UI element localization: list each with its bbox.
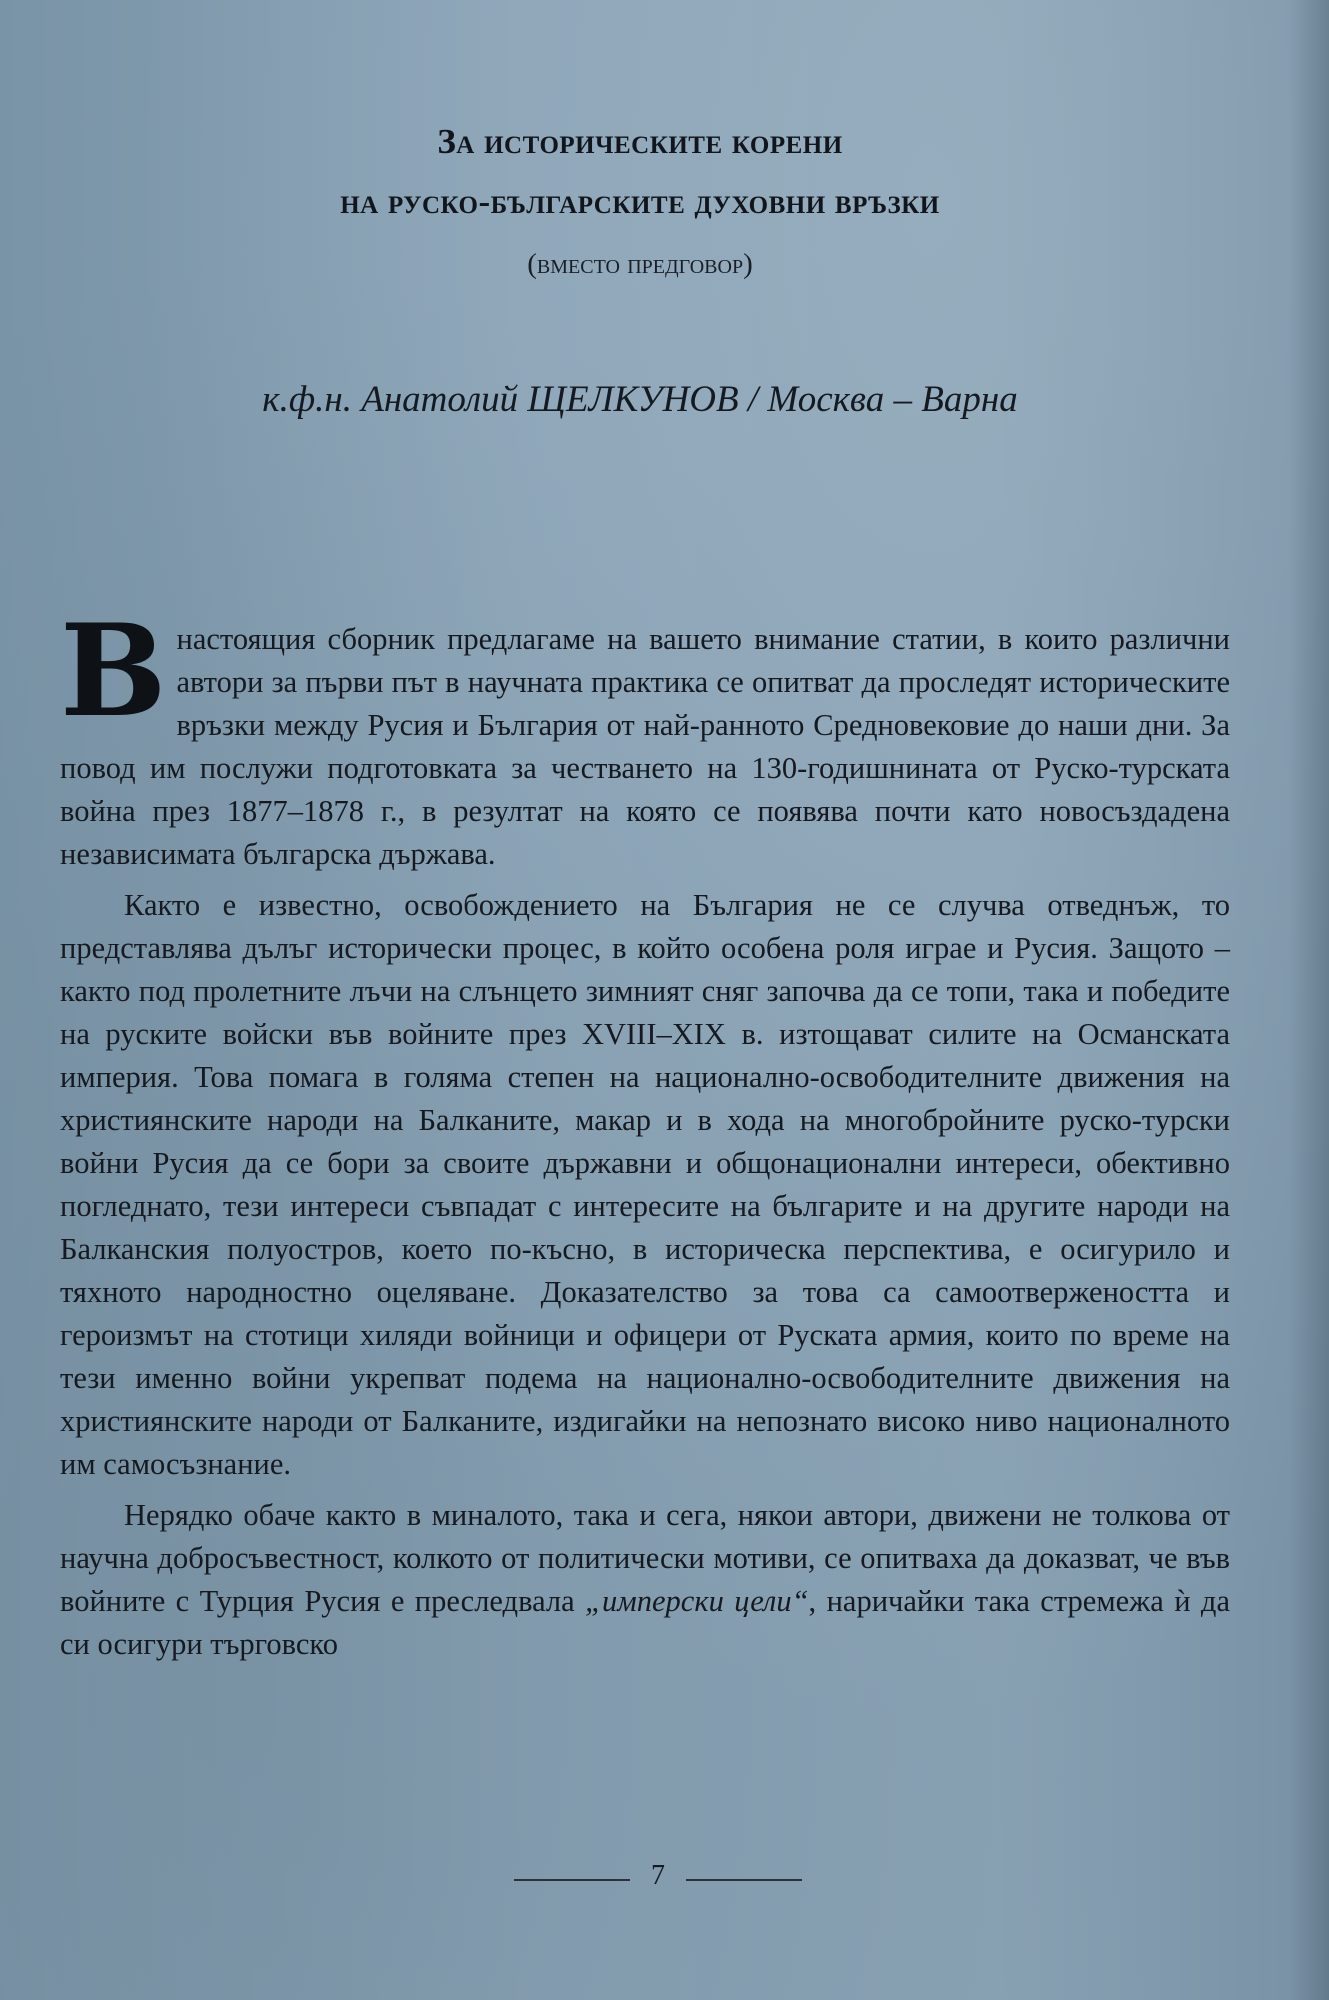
author-line: к.ф.н. Анатолий ЩЕЛКУНОВ / Москва – Варна — [262, 379, 1018, 420]
paragraph-3-start: Нерядко обаче както в миналото, така и сега, някои автори, движени не толкова от научна добросъвестност, колкото от политически мотиви, се опитваха да доказват, че във войните с Турция Русия е преследвала — [60, 1498, 1230, 1618]
paragraph-1 — [60, 597, 1230, 876]
chapter-title-line-2: на руско-българските духовни връзки — [340, 182, 940, 221]
page-footer — [0, 1860, 1329, 1896]
paragraph-3 — [60, 1494, 1230, 1666]
article-body — [60, 597, 1230, 1666]
page-edge-shadow — [1289, 0, 1329, 2000]
footer-rule-right — [686, 1879, 802, 1881]
paragraph-3-end: , наричайки така стремежа ѝ да си осигури търговско — [60, 1584, 1230, 1661]
page-number: 7 — [651, 1860, 665, 1891]
drop-cap: В — [60, 597, 167, 745]
paragraph-2: Както е известно, освобождението на България не се случва отведнъж, то представлява дълъг исторически процес, в който особена роля играе и Русия. Защото – както под пролетните лъчи на слънцето зимният сняг започва да се топи, така и победите на руските войски във войните през XVIII–XIX в. изтощават силите на Османската империя. Това помага в голяма степен на национално-освободителните движения на християнските народи на Балканите, макар и в хода на многобройните руско-турски войни Русия да се бори за своите държавни и общонационални интереси, обективно погледнато, тези интереси съвпадат с интересите на българите и на другите народи на Балканския полуостров, което по-късно, в историческа перспектива, е осигурило и тяхното народностно оцеляване. Доказателство за това са самоотвержеността и героизмът на стотици хиляди войници и офицери от Руската армия, които по време на тези именно войни укрепват подема на национално-освободителните движения на християнските народи от Балканите, издигайки на непознато високо ниво националното им самосъзнание. — [60, 888, 1230, 1481]
chapter-subtitle: (вместо предговор) — [527, 248, 753, 280]
chapter-title-line-1: За историческите корени — [437, 122, 843, 161]
paragraph-1-text: настоящия сборник предлагаме на вашето внимание статии, в които различни автори за първи път в научната практика се опитват да проследят историческите връзки между Русия и България от най-ранното Средновековие до наши дни. За повод им послужи подготовката за честването на 130-годишнината от Руско-турската война през 1877–1878 г., в резултат на която се появява почти като новосъздадена независимата българска държава. — [60, 622, 1230, 871]
footer-rule-left — [514, 1879, 630, 1881]
paragraph-3-italic: „имперски цели“ — [585, 1584, 809, 1618]
